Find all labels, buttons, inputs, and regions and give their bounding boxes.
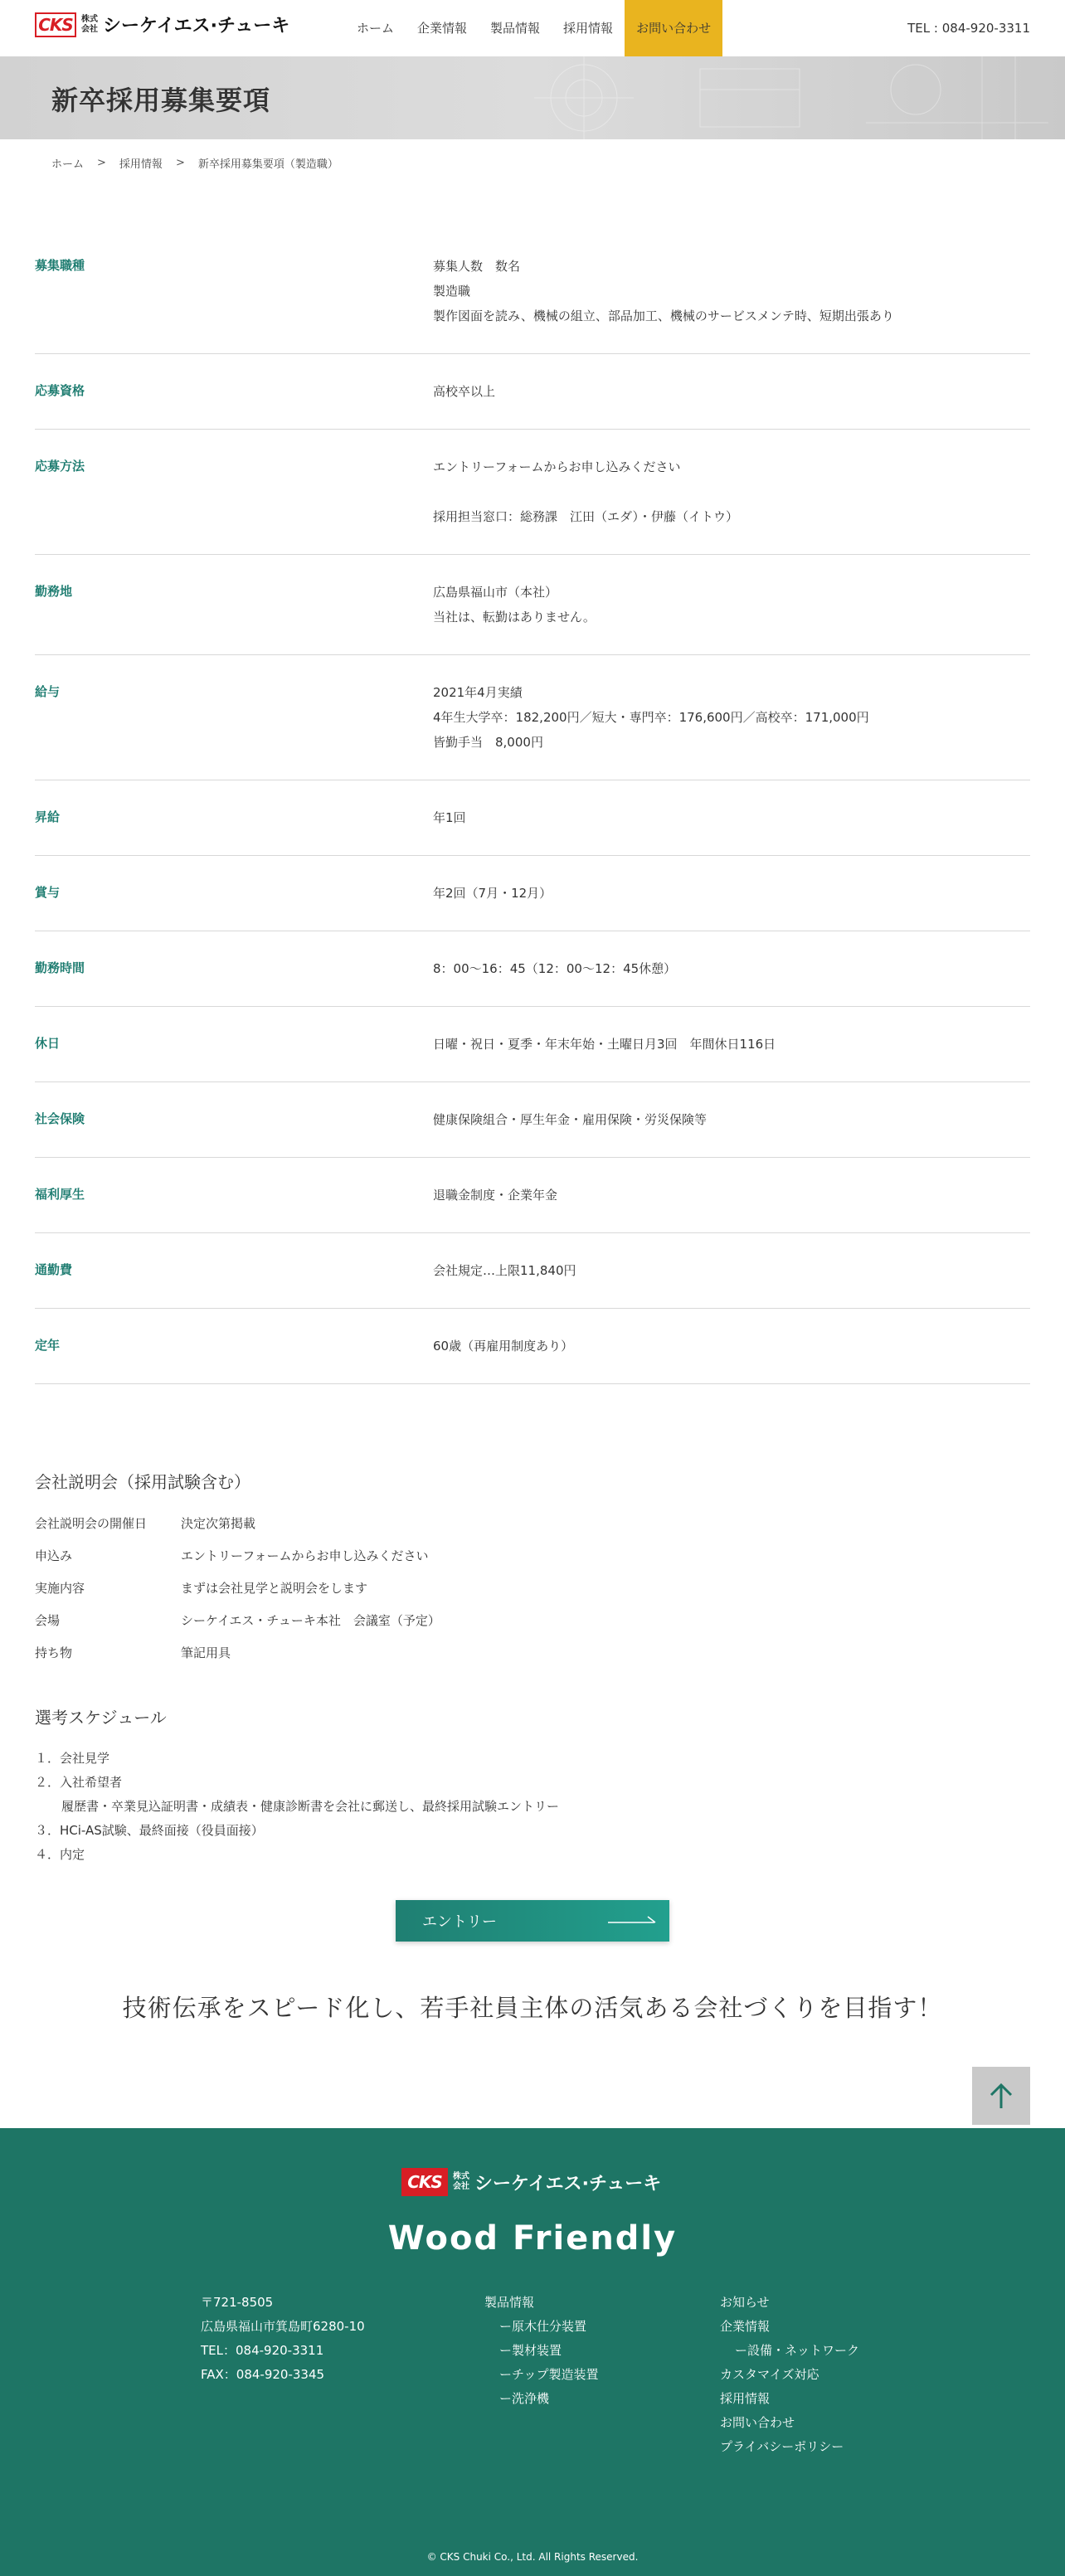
requirement-label: 勤務地	[35, 584, 73, 599]
requirement-row	[35, 780, 1030, 856]
requirement-value	[433, 956, 1030, 981]
requirement-label: 休日	[35, 1036, 61, 1051]
copyright: © CKS Chuki Co., Ltd. All Rights Reserved.	[426, 2551, 639, 2563]
requirement-value-line: 高校卒以上	[433, 384, 496, 399]
footer-logo-company-name: シーケイエス·チューキ	[474, 2173, 662, 2194]
requirement-value	[433, 254, 1030, 328]
schedule-section	[35, 1704, 1030, 1867]
requirement-value-line: 広島県福山市（本社）	[433, 585, 558, 600]
slogan: 技術伝承をスピード化し、若手社員主体の活気ある会社づくりを目指す！	[122, 1994, 943, 2022]
requirement-label: 昇給	[35, 809, 61, 824]
breadcrumb-current: 新卒採用募集要項（製造職）	[197, 158, 338, 171]
footer-link[interactable]: ー設備・ネットワーク	[735, 2343, 860, 2358]
briefing-key: 申込み	[35, 1548, 73, 1563]
requirement-value	[433, 1107, 1030, 1132]
breadcrumb	[0, 139, 1065, 186]
breadcrumb-separator: >	[175, 156, 185, 169]
footer-brand: Wood Friendly	[387, 2219, 678, 2258]
requirement-value	[433, 680, 1030, 755]
nav-home[interactable]: ホーム	[357, 21, 395, 36]
footer-logo-kabushiki: 株式会社	[453, 2172, 469, 2191]
requirement-value-line: 採用担当窓口：総務課 江田（エダ）・伊藤（イトウ）	[433, 509, 738, 524]
hero-blueprint-decoration	[484, 56, 1065, 139]
nav-recruit[interactable]: 採用情報	[563, 21, 614, 36]
schedule-list	[35, 1747, 1030, 1867]
requirement-label: 通勤費	[35, 1262, 73, 1277]
footer-link[interactable]: カスタマイズ対応	[720, 2367, 819, 2382]
footer-logo[interactable]	[401, 2168, 661, 2196]
requirement-row	[35, 354, 1030, 430]
briefing-key: 会社説明会の開催日	[35, 1516, 148, 1531]
page-title: 新卒採用募集要項	[51, 85, 271, 116]
footer-link[interactable]: プライバシーポリシー	[720, 2439, 844, 2454]
requirement-value-line: 60歳（再雇用制度あり）	[433, 1339, 574, 1354]
site-logo[interactable]	[35, 12, 289, 37]
requirement-row	[35, 1158, 1030, 1233]
requirement-label: 定年	[35, 1338, 61, 1353]
requirement-label: 応募資格	[35, 383, 85, 398]
entry-button[interactable]	[396, 1900, 669, 1942]
requirement-value-line: 健康保険組合・厚生年金・雇用保険・労災保険等	[433, 1112, 708, 1127]
breadcrumb-recruit[interactable]: 採用情報	[119, 158, 163, 171]
requirement-value	[433, 805, 1030, 830]
requirement-row	[35, 229, 1030, 354]
requirement-value-line: 8：00〜16：45（12：00〜12：45休憩）	[433, 961, 677, 976]
back-to-top-button[interactable]	[972, 2067, 1030, 2125]
schedule-item: 履歴書・卒業見込証明書・成績表・健康診断書を会社に郵送し、最終採用試験エントリー	[61, 1799, 560, 1814]
requirement-row	[35, 555, 1030, 655]
requirements-table	[35, 229, 1030, 1384]
requirement-value	[433, 1258, 1030, 1283]
nav-contact[interactable]: お問い合わせ	[625, 0, 722, 56]
long-arrow-right-icon	[608, 1914, 658, 1926]
requirement-value	[433, 1183, 1030, 1208]
footer-address-line: TEL：084-920-3311	[201, 2343, 324, 2358]
footer-link[interactable]: ーチップ製造装置	[499, 2367, 599, 2382]
briefing-key: 持ち物	[35, 1645, 73, 1660]
briefing-title: 会社説明会（採用試験含む）	[35, 1472, 250, 1492]
requirement-value-line: 製作図面を読み、機械の組立、部品加工、機械のサービスメンテ時、短期出張あり	[433, 309, 894, 323]
footer-link[interactable]: 採用情報	[720, 2391, 771, 2406]
nav-company[interactable]: 企業情報	[417, 21, 468, 36]
requirement-value	[433, 881, 1030, 906]
briefing-key: 会場	[35, 1613, 61, 1628]
schedule-title: 選考スケジュール	[35, 1708, 167, 1728]
back-to-top-area	[0, 2024, 1065, 2128]
footer-address-line: FAX：084-920-3345	[201, 2367, 325, 2382]
schedule-item: ３．HCi-AS試験、最終面接（役員面接）	[35, 1823, 264, 1838]
header-tel: TEL : 084-920-3311	[907, 21, 1030, 36]
footer-products-links	[484, 2291, 599, 2411]
briefing-row	[35, 1637, 1030, 1670]
footer-site-links	[720, 2291, 859, 2459]
requirement-label: 賞与	[35, 885, 61, 900]
footer-link[interactable]: 企業情報	[720, 2319, 771, 2334]
requirement-value	[433, 1334, 1030, 1358]
main-nav	[345, 0, 722, 56]
requirement-value	[433, 580, 1030, 629]
requirement-label: 福利厚生	[35, 1187, 85, 1202]
requirement-label: 給与	[35, 684, 61, 699]
requirement-row	[35, 1007, 1030, 1082]
briefing-row	[35, 1540, 1030, 1572]
schedule-item: ２．入社希望者	[35, 1775, 123, 1790]
briefing-row	[35, 1572, 1030, 1605]
logo-badge: CKS	[35, 12, 76, 37]
requirement-row	[35, 1309, 1030, 1384]
requirement-value-line: 2021年4月実績	[433, 685, 523, 700]
logo-company-name: シーケイエス·チューキ	[103, 16, 290, 36]
requirement-value-line: 会社規定…上限11,840円	[433, 1263, 576, 1278]
requirement-row	[35, 931, 1030, 1007]
briefing-section	[35, 1469, 1030, 1670]
logo-kabushiki: 株式会社	[81, 14, 98, 34]
schedule-item: １．会社見学	[35, 1751, 110, 1766]
briefing-value: シーケイエス・チューキ本社 会議室（予定）	[181, 1613, 440, 1628]
requirement-label: 募集職種	[35, 258, 85, 273]
requirement-label: 応募方法	[35, 459, 85, 474]
footer-link[interactable]: お問い合わせ	[720, 2415, 795, 2430]
requirement-value-line	[433, 479, 1030, 504]
footer-link[interactable]: お知らせ	[720, 2295, 770, 2310]
page-hero	[0, 56, 1065, 139]
entry-button-label: エントリー	[422, 1913, 497, 1931]
site-header	[0, 0, 1065, 56]
requirement-value-line: 年1回	[433, 810, 466, 825]
requirement-value	[433, 454, 1030, 529]
requirement-value-line: 募集人数 数名	[433, 259, 521, 274]
briefing-value: まずは会社見学と説明会をします	[181, 1581, 368, 1596]
nav-products[interactable]: 製品情報	[490, 21, 541, 36]
breadcrumb-separator: >	[97, 156, 106, 169]
requirement-label: 社会保険	[35, 1111, 85, 1126]
requirement-row	[35, 655, 1030, 780]
requirement-value	[433, 1032, 1030, 1057]
footer-address-line: 広島県福山市箕島町6280-10	[201, 2319, 365, 2334]
briefing-value: 筆記用具	[181, 1645, 231, 1660]
requirement-row	[35, 1082, 1030, 1158]
footer-link[interactable]: ー洗浄機	[499, 2391, 550, 2406]
footer-link[interactable]: 製品情報	[484, 2295, 535, 2310]
footer-logo-badge: CKS	[401, 2168, 448, 2196]
entry-wrap	[0, 1900, 1065, 1942]
requirement-value-line: 退職金制度・企業年金	[433, 1188, 558, 1203]
footer-link[interactable]: ー製材装置	[499, 2343, 562, 2358]
briefing-key: 実施内容	[35, 1581, 85, 1596]
footer-address	[201, 2291, 365, 2387]
schedule-item: ４．内定	[35, 1847, 85, 1862]
requirement-value-line: エントリーフォームからお申し込みください	[433, 459, 681, 474]
requirement-value-line: 年2回（7月・12月）	[433, 886, 552, 901]
requirement-value-line: 日曜・祝日・夏季・年末年始・土曜日月3回 年間休日116日	[433, 1037, 776, 1052]
breadcrumb-home[interactable]: ホーム	[51, 158, 85, 171]
requirement-value-line: 製造職	[433, 284, 471, 299]
requirement-row	[35, 430, 1030, 555]
briefing-row	[35, 1508, 1030, 1540]
briefing-list	[35, 1508, 1030, 1670]
briefing-value: エントリーフォームからお申し込みください	[181, 1548, 429, 1563]
requirement-row	[35, 856, 1030, 931]
footer-link[interactable]: ー原木仕分装置	[499, 2319, 587, 2334]
requirement-value-line: 4年生大学卒：182,200円／短大・専門卒：176,600円／高校卒：171,000円	[433, 710, 869, 725]
site-footer	[0, 2128, 1065, 2576]
arrow-up-icon	[987, 2082, 1015, 2110]
requirement-label: 勤務時間	[35, 960, 85, 975]
requirement-value-line: 当社は、転勤はありません。	[433, 610, 596, 625]
requirement-value-line: 皆勤手当 8,000円	[433, 735, 543, 750]
footer-address-line: 〒721-8505	[201, 2295, 274, 2310]
briefing-row	[35, 1605, 1030, 1637]
requirement-row	[35, 1233, 1030, 1309]
briefing-value: 決定次第掲載	[181, 1516, 256, 1531]
requirement-value	[433, 379, 1030, 404]
